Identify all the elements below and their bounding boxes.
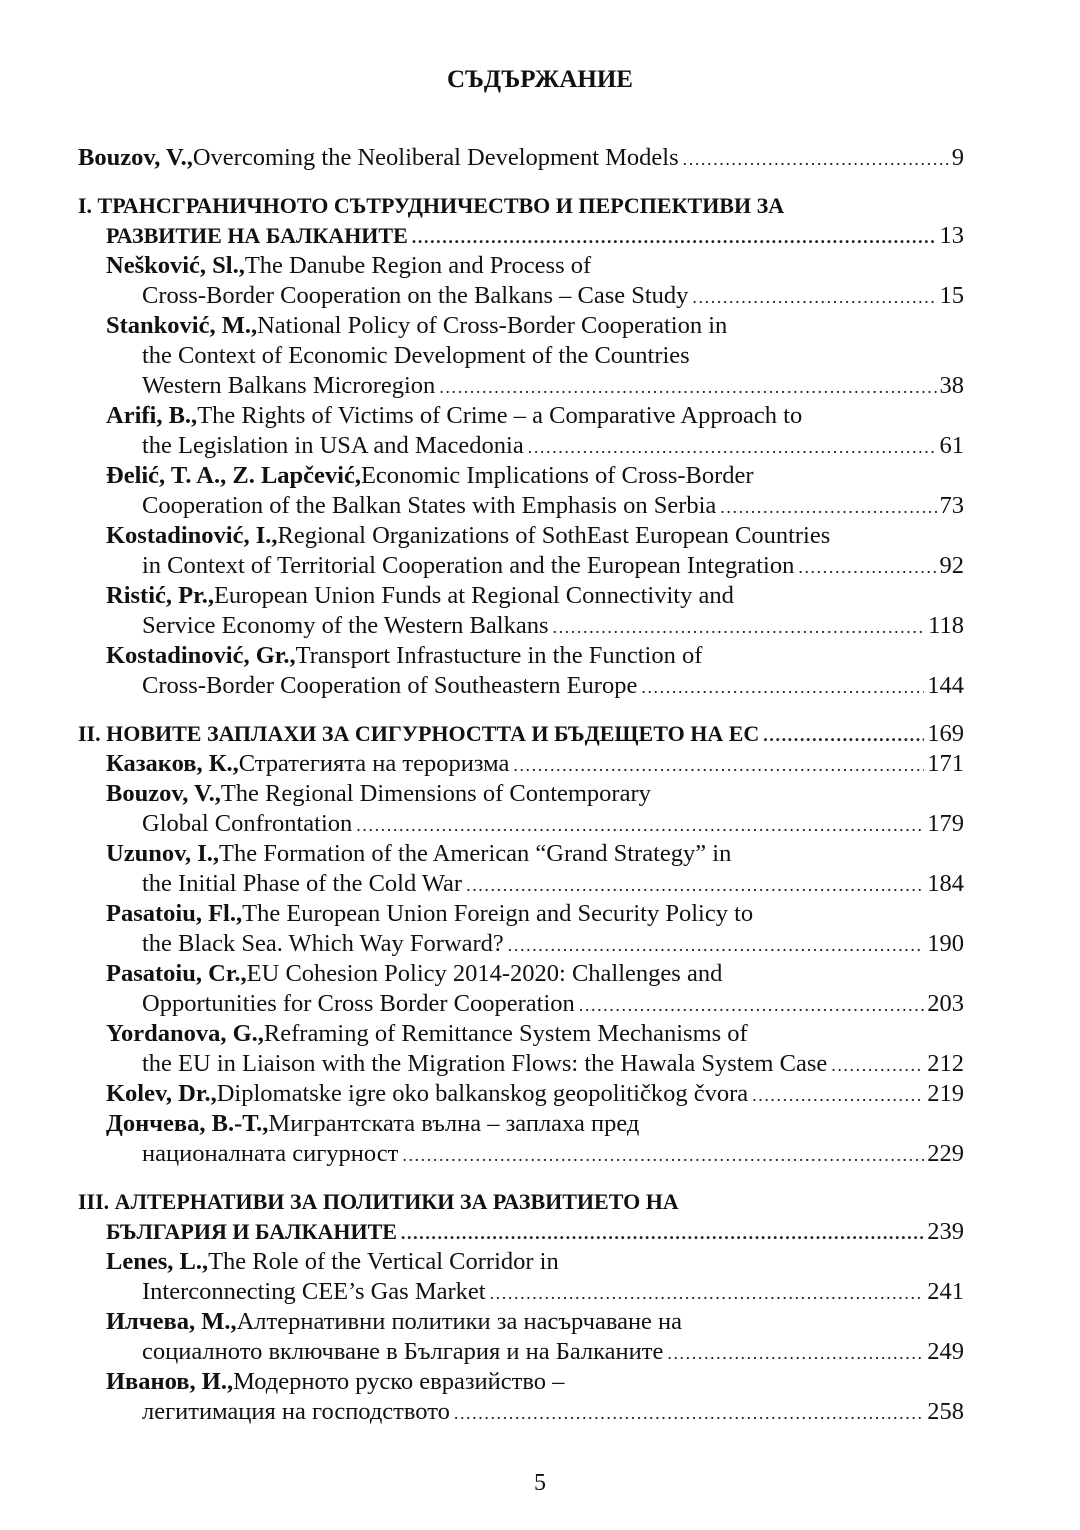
section-heading[interactable] xyxy=(78,1187,964,1217)
section-heading[interactable] xyxy=(78,191,964,221)
entry-title: in Context of Territorial Cooperation and the European Integration xyxy=(142,552,795,579)
entry-author: Kolev, Dr., xyxy=(106,1080,217,1107)
toc-entry[interactable] xyxy=(78,461,964,491)
page-ref: 179 xyxy=(927,810,964,837)
entry-title: The Formation of the American “Grand Strategy” in xyxy=(219,840,732,867)
page-ref: 184 xyxy=(927,870,964,897)
page-ref: 61 xyxy=(939,432,964,459)
page-ref: 144 xyxy=(927,672,964,699)
entry-title: Reframing of Remittance System Mechanisms of xyxy=(263,1020,748,1047)
entry-title: The European Union Foreign and Security Policy to xyxy=(242,900,754,927)
dot-leader xyxy=(454,1398,924,1428)
toc-entry[interactable] xyxy=(78,1367,964,1397)
dot-leader xyxy=(667,1338,924,1368)
page-ref: 38 xyxy=(939,372,964,399)
page-ref: 258 xyxy=(927,1398,964,1425)
page-ref: 212 xyxy=(927,1050,964,1077)
toc-entry-cont[interactable] xyxy=(78,1277,964,1307)
dot-leader xyxy=(720,492,936,522)
toc-entry-cont[interactable] xyxy=(78,1049,964,1079)
entry-author: Pasatoiu, Cr., xyxy=(106,960,247,987)
toc-entry-cont[interactable] xyxy=(78,671,964,701)
section-heading-line: II. НОВИТЕ ЗАПЛАХИ ЗА СИГУРНОСТТА И БЪДЕЩЕТО НА ЕС xyxy=(78,721,760,746)
dot-leader xyxy=(683,144,949,174)
entry-author: Bouzov, V., xyxy=(78,144,193,171)
toc-entry-cont[interactable] xyxy=(78,809,964,839)
section-heading-cont[interactable] xyxy=(78,221,964,251)
entry-title: EU Cohesion Policy 2014-2020: Challenges and xyxy=(246,960,723,987)
page-ref: 15 xyxy=(939,282,964,309)
page-number: 5 xyxy=(534,1470,546,1496)
page-ref: 203 xyxy=(927,990,964,1017)
page-ref: 9 xyxy=(951,144,964,171)
entry-title: Cooperation of the Balkan States with Emphasis on Serbia xyxy=(142,492,717,519)
section-heading-line: БЪЛГАРИЯ И БАЛКАНИТЕ xyxy=(106,1219,397,1244)
entry-title: National Policy of Cross-Border Cooperation in xyxy=(257,312,728,339)
toc-entry[interactable] xyxy=(78,1079,964,1109)
section-heading-line: III. АЛТЕРНАТИВИ ЗА ПОЛИТИКИ ЗА РАЗВИТИЕТО НА xyxy=(78,1189,679,1214)
toc-entry-cont[interactable] xyxy=(78,371,964,401)
entry-title: Global Confrontation xyxy=(142,810,353,837)
entry-title: Алтернативни политики за насърчаване на xyxy=(236,1308,683,1335)
entry-title: Service Economy of the Western Balkans xyxy=(142,612,549,639)
entry-author: Đelić, T. A., Z. Lapčević, xyxy=(106,462,361,489)
page-ref: 13 xyxy=(939,222,964,249)
entry-title: Regional Organizations of SothEast European Countries xyxy=(277,522,831,549)
dot-leader xyxy=(528,432,937,462)
entry-author: Казаков, К., xyxy=(106,750,239,777)
entry-author: Bouzov, V., xyxy=(106,780,221,807)
entry-title: Diplomatske igre oko balkanskog geopolitičkog čvora xyxy=(216,1080,749,1107)
toc-entry-cont[interactable] xyxy=(78,491,964,521)
entry-title: Стратегията на тероризма xyxy=(238,750,510,777)
entry-author: Pasatoiu, Fl., xyxy=(106,900,243,927)
entry-title: The Regional Dimensions of Contemporary xyxy=(220,780,651,807)
spacer xyxy=(78,1169,964,1187)
dot-leader xyxy=(401,1218,924,1248)
entry-title: The Danube Region and Process of xyxy=(244,252,592,279)
dot-leader xyxy=(752,1080,924,1110)
page-ref: 239 xyxy=(927,1218,964,1245)
page-ref: 169 xyxy=(927,720,964,747)
section-heading-line: РАЗВИТИЕ НА БАЛКАНИТЕ xyxy=(106,223,408,248)
entry-title: Overcoming the Neoliberal Development Models xyxy=(192,144,679,171)
entry-title: the Legislation in USA and Macedonia xyxy=(142,432,524,459)
entry-author: Arifi, B., xyxy=(106,402,198,429)
spacer xyxy=(78,173,964,191)
dot-leader xyxy=(552,612,925,642)
toc-entry-cont[interactable] xyxy=(78,281,964,311)
page-ref: 219 xyxy=(927,1080,964,1107)
entry-author: Stanković, M., xyxy=(106,312,258,339)
toc-entry[interactable] xyxy=(78,401,964,431)
dot-leader xyxy=(356,810,924,840)
table-of-contents xyxy=(78,143,964,1427)
toc-entry[interactable] xyxy=(78,521,964,551)
entry-title: Interconnecting CEE’s Gas Market xyxy=(142,1278,486,1305)
entry-author: Uzunov, I., xyxy=(106,840,220,867)
dot-leader xyxy=(490,1278,925,1308)
toc-entry[interactable] xyxy=(78,899,964,929)
toc-entry[interactable] xyxy=(78,1109,964,1139)
entry-author: Lenes, L., xyxy=(106,1248,209,1275)
toc-entry-cont[interactable] xyxy=(78,1337,964,1367)
toc-entry-cont[interactable] xyxy=(78,341,964,371)
entry-title: Модерното руско евразийство – xyxy=(233,1368,565,1395)
dot-leader xyxy=(402,1140,924,1170)
toc-entry-cont[interactable] xyxy=(78,1397,964,1427)
entry-author: Kostadinović, Gr., xyxy=(106,642,296,669)
toc-entry[interactable] xyxy=(78,641,964,671)
toc-entry[interactable] xyxy=(78,251,964,281)
toc-entry[interactable] xyxy=(78,839,964,869)
entry-title: Opportunities for Cross Border Cooperation xyxy=(142,990,575,1017)
entry-title: Economic Implications of Cross-Border xyxy=(360,462,754,489)
page-ref: 118 xyxy=(928,612,964,639)
toc-entry-cont[interactable] xyxy=(78,1139,964,1169)
entry-title: the Initial Phase of the Cold War xyxy=(142,870,463,897)
toc-entry-intro[interactable] xyxy=(78,143,964,173)
entry-author: Иванов, И., xyxy=(106,1368,234,1395)
page-ref: 171 xyxy=(927,750,964,777)
dot-leader xyxy=(513,750,924,780)
entry-title: Western Balkans Microregion xyxy=(142,372,436,399)
entry-title: European Union Funds at Regional Connectivity and xyxy=(213,582,734,609)
page-ref: 249 xyxy=(927,1338,964,1365)
toc-entry[interactable] xyxy=(78,779,964,809)
page-ref: 73 xyxy=(939,492,964,519)
entry-title: Transport Infrastucture in the Function of xyxy=(295,642,703,669)
dot-leader xyxy=(641,672,924,702)
dot-leader xyxy=(763,720,924,750)
toc-entry-cont[interactable] xyxy=(78,431,964,461)
toc-entry[interactable] xyxy=(78,749,964,779)
entry-title: Cross-Border Cooperation on the Balkans – Case Study xyxy=(142,282,689,309)
spacer xyxy=(78,701,964,719)
toc-entry-cont[interactable] xyxy=(78,551,964,581)
dot-leader xyxy=(692,282,936,312)
entry-title: the EU in Liaison with the Migration Flows: the Hawala System Case xyxy=(142,1050,828,1077)
section-heading-line: I. ТРАНСГРАНИЧНОТО СЪТРУДНИЧЕСТВО И ПЕРСПЕКТИВИ ЗА xyxy=(78,193,785,218)
toc-entry[interactable] xyxy=(78,1019,964,1049)
section-heading[interactable] xyxy=(78,719,964,749)
entry-title: the Black Sea. Which Way Forward? xyxy=(142,930,504,957)
entry-title: The Rights of Victims of Crime – a Comparative Approach to xyxy=(197,402,803,429)
entry-title: легитимация на господството xyxy=(142,1398,450,1425)
dot-leader xyxy=(412,222,937,252)
entry-title: The Role of the Vertical Corridor in xyxy=(208,1248,559,1275)
entry-title: Мигрантската вълна – заплаха пред xyxy=(268,1110,640,1137)
entry-author: Nešković, Sl., xyxy=(106,252,245,279)
entry-author: Yordanova, G., xyxy=(106,1020,264,1047)
dot-leader xyxy=(466,870,924,900)
entry-author: Ristić, Pr., xyxy=(106,582,214,609)
dot-leader xyxy=(439,372,936,402)
page-ref: 241 xyxy=(927,1278,964,1305)
page-ref: 190 xyxy=(927,930,964,957)
page-ref: 92 xyxy=(939,552,964,579)
section-heading-cont[interactable] xyxy=(78,1217,964,1247)
toc-entry[interactable] xyxy=(78,311,964,341)
entry-author: Kostadinović, I., xyxy=(106,522,278,549)
dot-leader xyxy=(579,990,924,1020)
entry-title: националната сигурност xyxy=(142,1140,399,1167)
entry-title: the Context of Economic Development of the Countries xyxy=(142,342,690,369)
toc-entry[interactable] xyxy=(78,1247,964,1277)
dot-leader xyxy=(831,1050,924,1080)
toc-entry-cont[interactable] xyxy=(78,989,964,1019)
toc-entry[interactable] xyxy=(78,1307,964,1337)
toc-title: СЪДЪРЖАНИЕ xyxy=(447,66,633,93)
toc-entry[interactable] xyxy=(78,959,964,989)
toc-entry-cont[interactable] xyxy=(78,929,964,959)
toc-entry[interactable] xyxy=(78,581,964,611)
page-ref: 229 xyxy=(927,1140,964,1167)
entry-author: Дончева, В.-Т., xyxy=(106,1110,269,1137)
toc-entry-cont[interactable] xyxy=(78,611,964,641)
entry-title: Cross-Border Cooperation of Southeastern Europe xyxy=(142,672,638,699)
entry-author: Илчева, М., xyxy=(106,1308,237,1335)
toc-entry-cont[interactable] xyxy=(78,869,964,899)
dot-leader xyxy=(798,552,936,582)
entry-title: социалното включване в България и на Балканите xyxy=(142,1338,664,1365)
dot-leader xyxy=(508,930,924,960)
